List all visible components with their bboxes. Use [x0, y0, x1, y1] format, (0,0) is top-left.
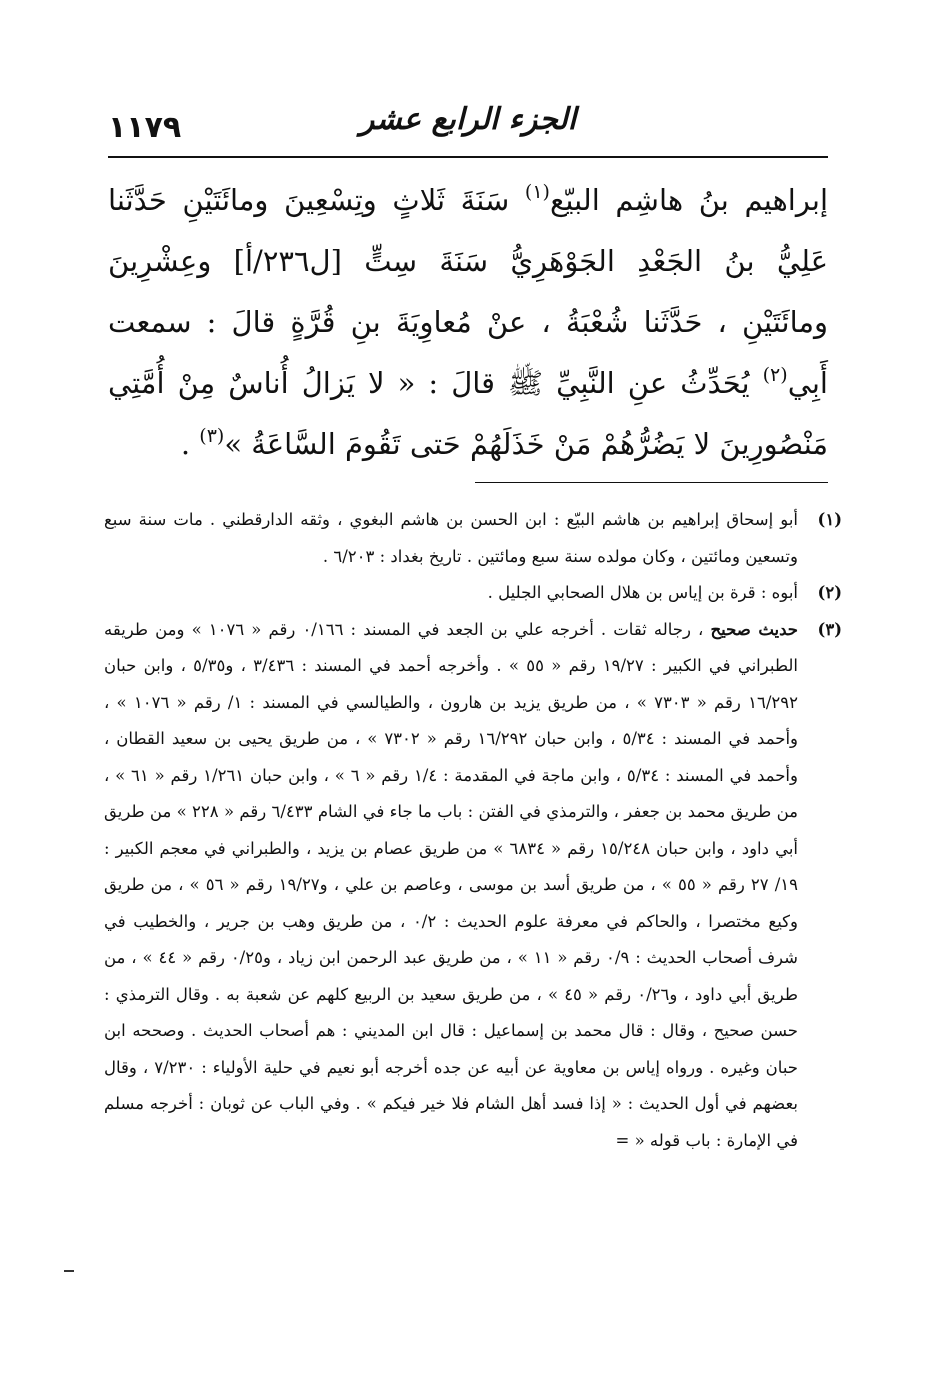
footnote-marker: (٣)	[817, 619, 842, 639]
main-text-part-2: سَنَةَ ثَلاثٍ وتِسْعِينَ ومائَتَيْنِ حَدَّثَنا عَلِيُّ بنُ الجَعْدِ الجَوْهَرِيُّ سَنَةَ سِتٍّ [ل٢٣٦/أ] وعِشْرِينَ ومائَتَيْنِ ، حَدَّثَنا شُعْبَةُ ، عنْ مُعاوِيَةَ بنِ قُرَّةٍ قالَ : سمعت أَبِي	[108, 183, 828, 400]
page-number: ١١٧٩	[108, 110, 182, 145]
main-text-part-4: .	[180, 427, 200, 461]
footnote-1	[104, 502, 842, 575]
footnote-ref-1: (١)	[524, 181, 550, 203]
footnotes	[104, 502, 842, 1159]
main-text-part-1: إبراهيم بنُ هاشِم البيّع	[549, 183, 828, 217]
main-text-part-3: يُحَدِّثُ عنِ النَّبِيِّ ﷺ قالَ : « لا يَزالُ أُناسٌ مِنْ أُمَّتِي مَنْصُورِينَ لا يَضُرُّهُمْ مَنْ خَذَلَهُمْ حَتى تَقُومَ السَّاعَةُ »	[108, 366, 828, 461]
margin-mark	[64, 1270, 74, 1272]
footnote-ref-2: (٢)	[762, 364, 788, 386]
hadith-paragraph	[108, 170, 828, 475]
footnote-3	[104, 612, 842, 1160]
footnote-marker: (١)	[817, 510, 842, 529]
page-header	[108, 96, 828, 154]
footnote-marker: (٢)	[817, 583, 842, 602]
footnote-text: ، رجاله ثقات . أخرجه علي بن الجعد في المسند : ٠/١٦٦ رقم « ١٠٧٦ » ومن طريقه الطبراني في الكبير : ١٩/٢٧ رقم « ٥٥ » . وأخرجه أحمد في المسند : ٣/٤٣٦ ، و٥/٣٥ ، وابن حبان ١٦/٢٩٢ رقم « ٧٣٠٣ » ، من طريق يزيد بن هارون ، والطيالسي في المسند : ١/ رقم « ١٠٧٦ » ، وأحمد في المسند : ٥/٣٤ ، وابن حبان ١٦/٢٩٢ رقم « ٧٣٠٢ » ، من طريق يحيى بن سعيد القطان ، وأحمد في المسند : ٥/٣٤ ، وابن ماجة في المقدمة : ١/٤ رقم « ٦ » ، وابن حبان ١/٢٦١ رقم « ٦١ » ، من طريق محمد بن جعفر ، والترمذي في الفتن : باب ما جاء في الشام ٦/٤٣٣ رقم « ٢٢٨ » من طريق أبي داود ، وابن حبان ١٥/٢٤٨ رقم « ٦٨٣٤ » من طريق عصام بن يزيد ، والطبراني في معجم الكبير : ١٩/ ٢٧ رقم « ٥٥ » ، من طريق أسد بن موسى ، وعاصم بن علي ، و١٩/٢٧ رقم « ٥٦ » ، من طريق وكيع مختصرا ، والحاكم في معرفة علوم الحديث : ٠/٢ ، من طريق وهب بن جرير ، والخطيب في شرف أصحاب الحديث : ٠/٩ رقم « ١١ » ، من طريق عبد الرحمن ابن زياد ، و٠/٢٥ رقم « ٤٤ » ، من طريق أبي داود ، و٠/٢٦ رقم « ٤٥ » ، من طريق سعيد بن الربيع كلهم عن شعبة به . وقال الترمذي : حسن صحيح ، وقال : قال محمد بن إسماعيل : قال ابن المديني : هم أصحاب الحديث . وصححه ابن حبان وغيره . ورواه إياس بن معاوية عن أبيه عن جده أخرجه أبو نعيم في حلية الأولياء : ٧/٢٣٠ ، وقال بعضهم في أول الحديث : « إذا فسد أهل الشام فلا خير فيكم » . وفي الباب عن ثوبان : أخرجه مسلم في الإمارة : باب قوله « =	[104, 619, 799, 1150]
running-title: الجزء الرابع عشر	[359, 102, 577, 137]
footnote-separator	[475, 482, 828, 483]
main-text	[108, 170, 828, 475]
footnote-text: أبوه : قرة بن إياس بن هلال الصحابي الجليل .	[487, 583, 798, 602]
footnote-ref-3: (٣)	[199, 425, 225, 447]
footnote-2	[104, 575, 842, 612]
header-rule	[108, 156, 828, 158]
footnote-text: أبو إسحاق إبراهيم بن هاشم البيّع : ابن الحسن بن هاشم البغوي ، وثقه الدارقطني . مات سنة سبع وتسعين ومائتين ، وكان مولده سنة سبع ومائتين . تاريخ بغداد : ٦/٢٠٣ .	[104, 510, 798, 566]
footnote-grade: حديث صحيح	[710, 619, 798, 639]
